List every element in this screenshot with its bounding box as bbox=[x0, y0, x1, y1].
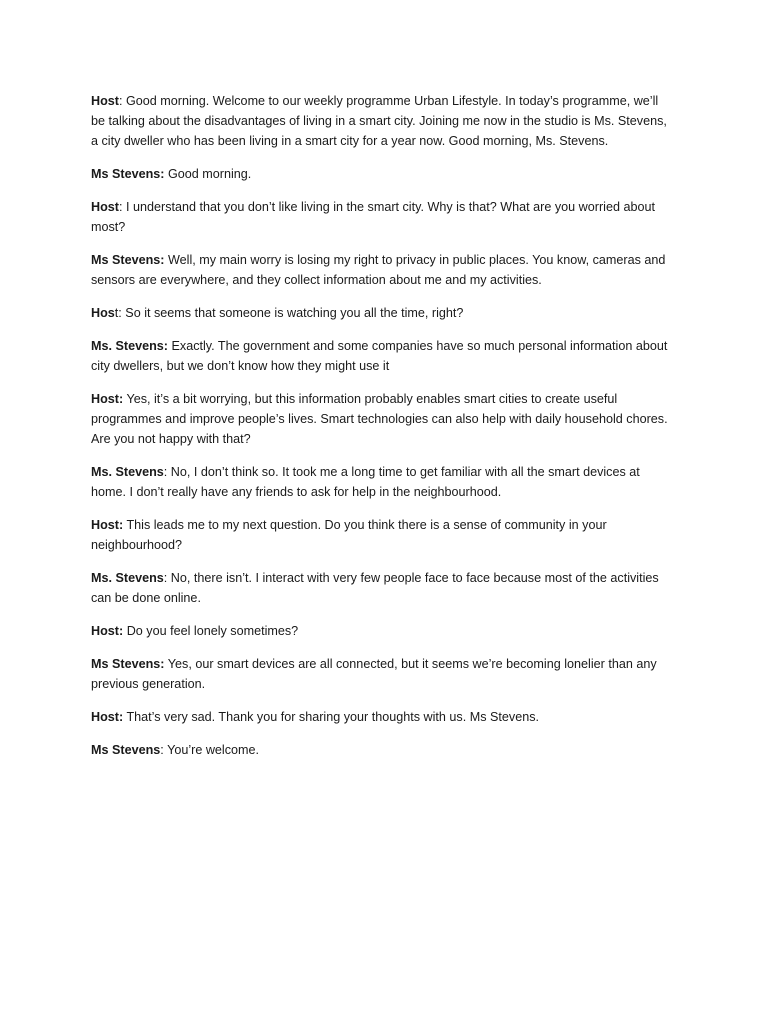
dialogue-text: So it seems that someone is watching you all the time, right? bbox=[125, 306, 464, 320]
document-page bbox=[91, 91, 673, 773]
speaker-separator: : bbox=[119, 200, 126, 214]
dialogue-turn bbox=[91, 621, 673, 641]
dialogue-turn bbox=[91, 164, 673, 184]
dialogue-text: This leads me to my next question. Do you think there is a sense of community in your neighbourhood? bbox=[91, 518, 607, 552]
dialogue-turn bbox=[91, 389, 673, 449]
speaker-separator: : bbox=[160, 743, 168, 757]
speaker-label: Ms Stevens bbox=[91, 743, 161, 757]
speaker-label: Ms Stevens: bbox=[91, 167, 165, 181]
speaker-label: Ms. Stevens bbox=[91, 465, 164, 479]
speaker-label: Host: bbox=[91, 710, 124, 724]
speaker-label: Hos bbox=[91, 306, 115, 320]
speaker-label: Host bbox=[91, 200, 119, 214]
speaker-label: Host bbox=[91, 94, 119, 108]
speaker-label: Host: bbox=[91, 624, 124, 638]
dialogue-turn bbox=[91, 250, 673, 290]
dialogue-turn bbox=[91, 462, 673, 502]
dialogue-text: That’s very sad. Thank you for sharing your thoughts with us. Ms Stevens. bbox=[126, 710, 539, 724]
dialogue-text: Exactly. The government and some companies have so much personal information about city dwellers, but we don’t know how they might use it bbox=[91, 339, 668, 373]
speaker-label: Ms. Stevens: bbox=[91, 339, 168, 353]
dialogue-turn bbox=[91, 707, 673, 727]
dialogue-turn bbox=[91, 91, 673, 151]
dialogue-text: You’re welcome. bbox=[167, 743, 260, 757]
speaker-separator: : bbox=[163, 465, 171, 479]
dialogue-turn bbox=[91, 303, 673, 323]
speaker-separator: t: bbox=[114, 306, 126, 320]
speaker-label: Ms. Stevens bbox=[91, 571, 164, 585]
dialogue-turn bbox=[91, 740, 673, 760]
speaker-label: Ms Stevens: bbox=[91, 253, 165, 267]
dialogue-text: Yes, our smart devices are all connected, but it seems we’re becoming lonelier than any previous generation. bbox=[91, 657, 657, 691]
dialogue-text: Well, my main worry is losing my right to privacy in public places. You know, cameras and sensors are everywhere, and they collect information about me and my activities. bbox=[91, 253, 666, 287]
dialogue-turn bbox=[91, 515, 673, 555]
speaker-separator: : bbox=[163, 571, 171, 585]
speaker-separator: : bbox=[119, 94, 126, 108]
speaker-label: Host: bbox=[91, 518, 124, 532]
dialogue-turn bbox=[91, 654, 673, 694]
dialogue-text: Do you feel lonely sometimes? bbox=[126, 624, 299, 638]
dialogue-turn bbox=[91, 336, 673, 376]
dialogue-text: No, there isn’t. I interact with very few people face to face because most of the activities can be done online. bbox=[91, 571, 659, 605]
dialogue-text: I understand that you don’t like living in the smart city. Why is that? What are you worried about most? bbox=[91, 200, 655, 234]
speaker-label: Host: bbox=[91, 392, 124, 406]
dialogue-turn bbox=[91, 568, 673, 608]
dialogue-text: Yes, it’s a bit worrying, but this information probably enables smart cities to create useful programmes and improve people’s lives. Smart technologies can also help with daily household chores. Are you not happy with that? bbox=[91, 392, 668, 446]
dialogue-turn bbox=[91, 197, 673, 237]
dialogue-text: Good morning. Welcome to our weekly programme Urban Lifestyle. In today’s programme, we’ll be talking about the disadvantages of living in a smart city. Joining me now in the studio is Ms. Stevens, a city dweller who has been living in a smart city for a year now. Good morning, Ms. Stevens. bbox=[91, 94, 667, 148]
speaker-label: Ms Stevens: bbox=[91, 657, 165, 671]
dialogue-text: No, I don’t think so. It took me a long time to get familiar with all the smart devices at home. I don’t really have any friends to ask for help in the neighbourhood. bbox=[91, 465, 640, 499]
dialogue-text: Good morning. bbox=[168, 167, 252, 181]
